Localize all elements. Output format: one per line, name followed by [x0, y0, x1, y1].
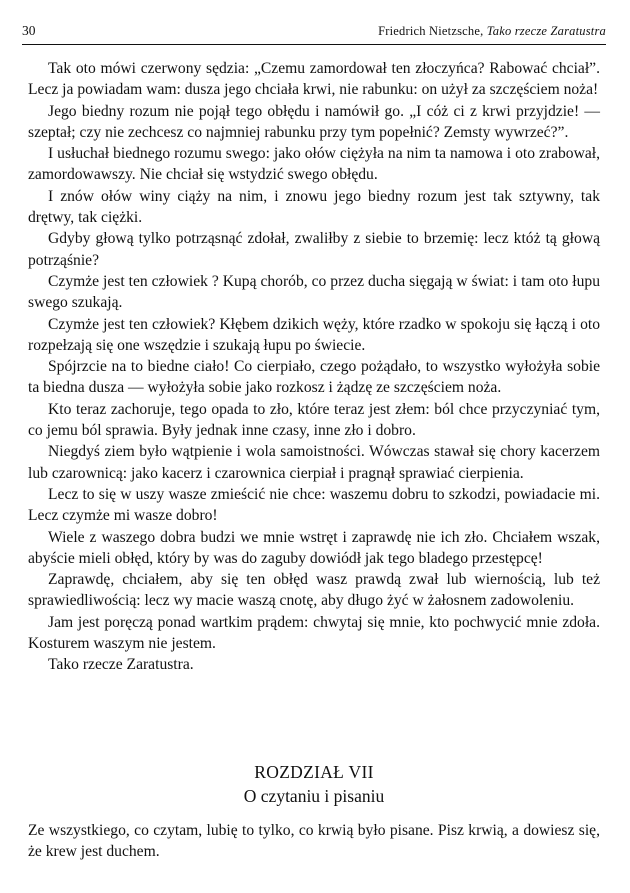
- paragraph: Spójrzcie na to biedne ciało! Co cierpiało, czego pożądało, to wszystko wyłożyła sobie ta biedna dusza — wyłożyła sobie jako rozkosz i żądzę ze szczęściem noża.: [28, 358, 600, 397]
- running-title-book: Tako rzecze Zaratustra: [486, 24, 606, 38]
- closing-line: Tako rzecze Zaratustra.: [48, 656, 194, 674]
- chapter-heading: [28, 760, 600, 808]
- page-number: 30: [22, 23, 36, 38]
- running-head: [22, 21, 606, 41]
- running-title: [378, 21, 606, 41]
- chapter-number: ROZDZIAŁ VII: [254, 762, 374, 782]
- chapter-opening-paragraph: Ze wszystkiego, co czytam, lubię to tylko, co krwią było pisane. Pisz krwią, a dowiesz się, że krew jest duchem.: [28, 822, 600, 861]
- paragraph: Jam jest poręczą ponad wartkim prądem: chwytaj się mnie, kto pochwycić mnie zdoła. Kosturem waszym nie jestem.: [28, 613, 600, 653]
- paragraph: I usłuchał biednego rozumu swego: jako ołów ciężyła na nim ta namowa i oto zrabował, zamordowawszy. Nie chciał się wstydzić swego obłędu.: [28, 145, 600, 184]
- chapter-title: O czytaniu i pisaniu: [243, 786, 385, 806]
- paragraph: Czymże jest ten człowiek ? Kupą chorób, co przez ducha sięgają w świat: i tam oto łupu swego szukają.: [28, 272, 600, 312]
- running-title-author: Friedrich Nietzsche,: [378, 24, 487, 38]
- paragraph: Lecz to się w uszy wasze zmieścić nie chce: waszemu dobru to szkodzi, powiadacie mi. Lecz czymże mi wasze dobro!: [28, 485, 600, 525]
- paragraph: Niegdyś ziem było wątpienie i wola samoistności. Wówczas stawał się chory kacerzem lub czarownicą: jako kacerz i czarownica cierpiał i pragnął sprawiać cierpienia.: [28, 443, 600, 482]
- paragraph: Czymże jest ten człowiek? Kłębem dzikich węży, które rzadko w spokoju się łączą i oto rozpełzają się one wszędzie i szukają łupu po świecie.: [28, 315, 600, 354]
- paragraph: Wiele z waszego dobra budzi we mnie wstręt i zaprawdę nie ich zło. Chciałem wszak, abyście mieli obłęd, który by was do zaguby dowiódł jak tego bladego przestępcę!: [28, 528, 600, 567]
- paragraph: Jego biedny rozum nie pojął tego obłędu i namówił go. „I cóż ci z krwi przyjdzie! — szeptał; czy nie zechcesz co najmniej rabunku przy tym popełnić? Zemsty wywrzeć?”.: [28, 102, 600, 141]
- paragraph: Zaprawdę, chciałem, aby się ten obłęd wasz prawdą zwał lub wiernością, lub też sprawiedliwością: lecz wy macie waszą cnotę, aby długo żyć w żałosnem zadowoleniu.: [28, 571, 600, 610]
- body-text: [28, 58, 600, 676]
- paragraph: Gdyby głową tylko potrząsnąć zdołał, zwaliłby z siebie to brzemię: lecz któż tą głową potrząśnie?: [28, 230, 600, 269]
- paragraph: Tak oto mówi czerwony sędzia: „Czemu zamordował ten złoczyńca? Rabować chciał”. Lecz ja powiadam wam: dusza jego chciała krwi, nie rabunku: on użył za szczęściem noża!: [28, 60, 600, 99]
- chapter-text: [28, 820, 600, 863]
- paragraph: Kto teraz zachoruje, tego opada to zło, które teraz jest złem: ból chce przyczyniać tym, co jemu ból sprawia. Były jednak inne czasy, inne zło i dobro.: [28, 400, 600, 440]
- header-rule: [22, 44, 606, 45]
- paragraph: I znów ołów winy ciąży na nim, i znowu jego biedny rozum jest tak sztywny, tak drętwy, tak ciężki.: [28, 187, 600, 227]
